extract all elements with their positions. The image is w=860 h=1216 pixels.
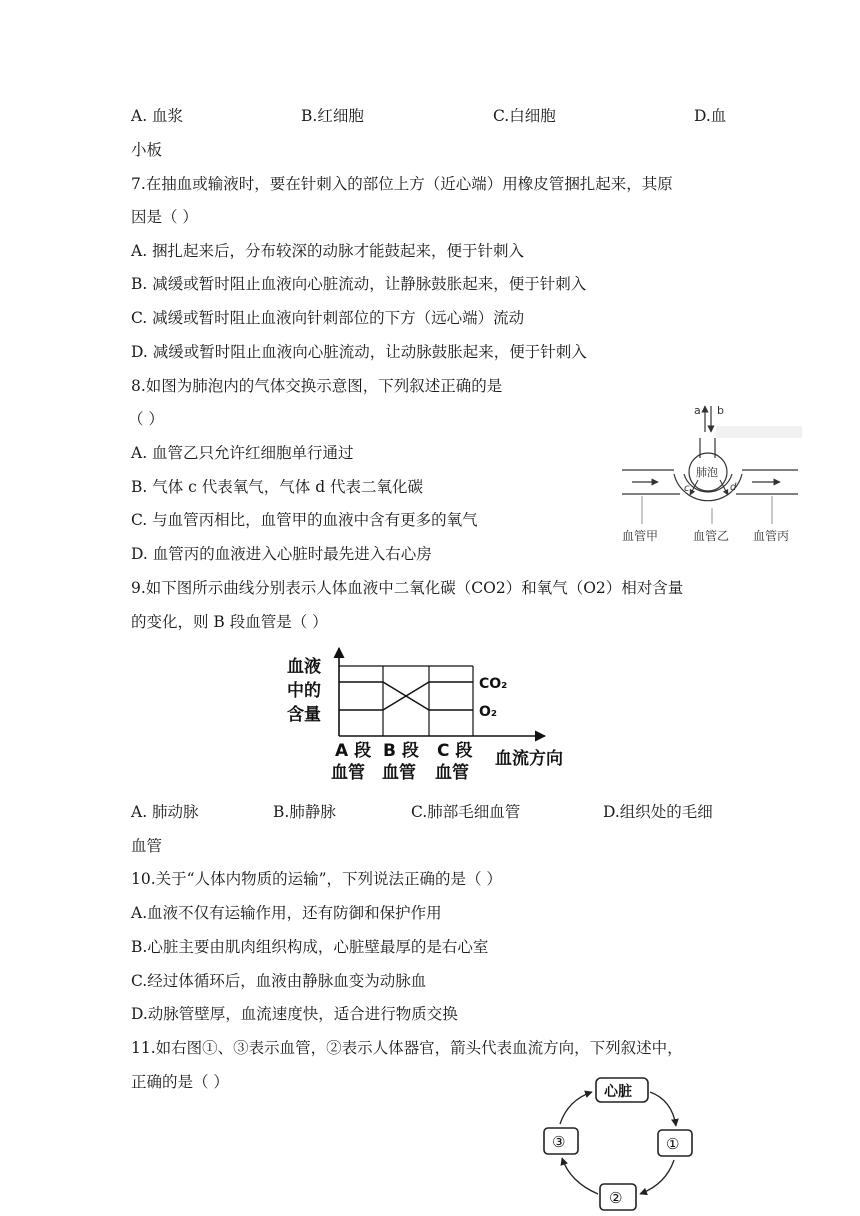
blood-gas-content-figure [283,644,583,786]
fig-label-co2: CO₂ [479,676,508,692]
fig-label-a: a [694,404,701,417]
fig-seg-a-line2: 血管 [331,763,365,783]
q9-option-b: B.肺静脉 [273,803,336,821]
fig-label-vessel-yi: 血管乙 [693,529,730,543]
q6-option-c: C.白细胞 [493,107,556,125]
q6-option-d: D.血 [694,107,727,125]
q11-stem-line1: 11.如右图①、③表示血管，②表示人体器官，箭头代表血流方向，下列叙述中， [131,1039,683,1057]
fig-label-n2: ② [609,1189,623,1207]
fig-xlabel: 血流方向 [495,749,563,769]
fig-seg-c-line1: C 段 [437,741,473,761]
q6-option-d-continued: 小板 [131,141,163,159]
fig-label-vessel-jia: 血管甲 [622,529,659,543]
q7-stem-line2: 因是（ ） [131,208,198,226]
fig-label-vessel-bing: 血管丙 [753,529,790,543]
fig-label-c: c [684,483,690,494]
q8-option-b: B. 气体 c 代表氧气，气体 d 代表二氧化碳 [131,478,424,496]
q6-option-a: A. 血浆 [131,107,184,125]
q9-option-d-continued: 血管 [131,837,163,855]
q8-option-a: A. 血管乙只允许红细胞单行通过 [131,444,354,462]
q11-stem-line2: 正确的是（ ） [131,1073,229,1091]
fig-label-n3: ③ [552,1133,566,1151]
alveolus-gas-exchange-figure [612,400,802,548]
fig-ylabel-line2: 中的 [287,681,321,701]
q8-option-c: C. 与血管丙相比，血管甲的血液中含有更多的氧气 [131,511,478,529]
q7-option-c: C. 减缓或暂时阻止血液向针刺部位的下方（远心端）流动 [131,309,525,327]
q9-stem-line1: 9.如下图所示曲线分别表示人体血液中二氧化碳（CO2）和氧气（O2）相对含量 [131,579,684,597]
fig-label-o2: O₂ [479,704,498,720]
fig-seg-b-line1: B 段 [383,741,419,761]
q8-stem: 8.如图为肺泡内的气体交换示意图，下列叙述正确的是 [131,377,503,395]
q7-option-a: A. 捆扎起来后，分布较深的动脉才能鼓起来，便于针刺入 [131,242,525,260]
q9-option-c: C.肺部毛细血管 [411,803,521,821]
q10-option-a: A.血液不仅有运输作用，还有防御和保护作用 [131,904,442,922]
q7-option-d: D. 减缓或暂时阻止血液向心脏流动，让动脉鼓胀起来，便于针刺入 [131,343,587,361]
circulation-cycle-figure [538,1070,708,1216]
q6-option-b: B.红细胞 [301,107,364,125]
q7-option-b: B. 减缓或暂时阻止血液向心脏流动，让静脉鼓胀起来，便于针刺入 [131,275,587,293]
fig-seg-a-line1: A 段 [335,741,372,761]
q9-option-d: D.组织处的毛细 [603,803,713,821]
q10-option-c: C.经过体循环后，血液由静脉血变为动脉血 [131,972,427,990]
q8-option-d: D. 血管丙的血液进入心脏时最先进入右心房 [131,545,432,563]
fig-seg-c-line2: 血管 [435,763,469,783]
q8-answer-paren: （ ） [128,410,164,428]
q7-stem-line1: 7.在抽血或输液时，要在针刺入的部位上方（近心端）用橡皮管捆扎起来，其原 [131,175,673,193]
q10-option-b: B.心脏主要由肌肉组织构成，心脏壁最厚的是右心室 [131,938,489,956]
fig-label-b: b [717,404,724,417]
q10-option-d: D.动脉管壁厚，血流速度快，适合进行物质交换 [131,1005,458,1023]
fig-ylabel-line3: 含量 [287,705,321,725]
fig-seg-b-line2: 血管 [382,763,416,783]
q10-stem: 10.关于“人体内物质的运输”，下列说法正确的是（ ） [131,870,502,888]
fig-label-n1: ① [666,1135,680,1153]
fig-label-alveolus: 肺泡 [696,466,718,479]
fig-label-d: d [730,482,737,493]
fig-label-heart: 心脏 [604,1084,632,1100]
fig-ylabel-line1: 血液 [287,657,321,677]
q9-option-a: A. 肺动脉 [131,803,199,821]
q9-stem-line2: 的变化，则 B 段血管是（ ） [131,613,328,631]
